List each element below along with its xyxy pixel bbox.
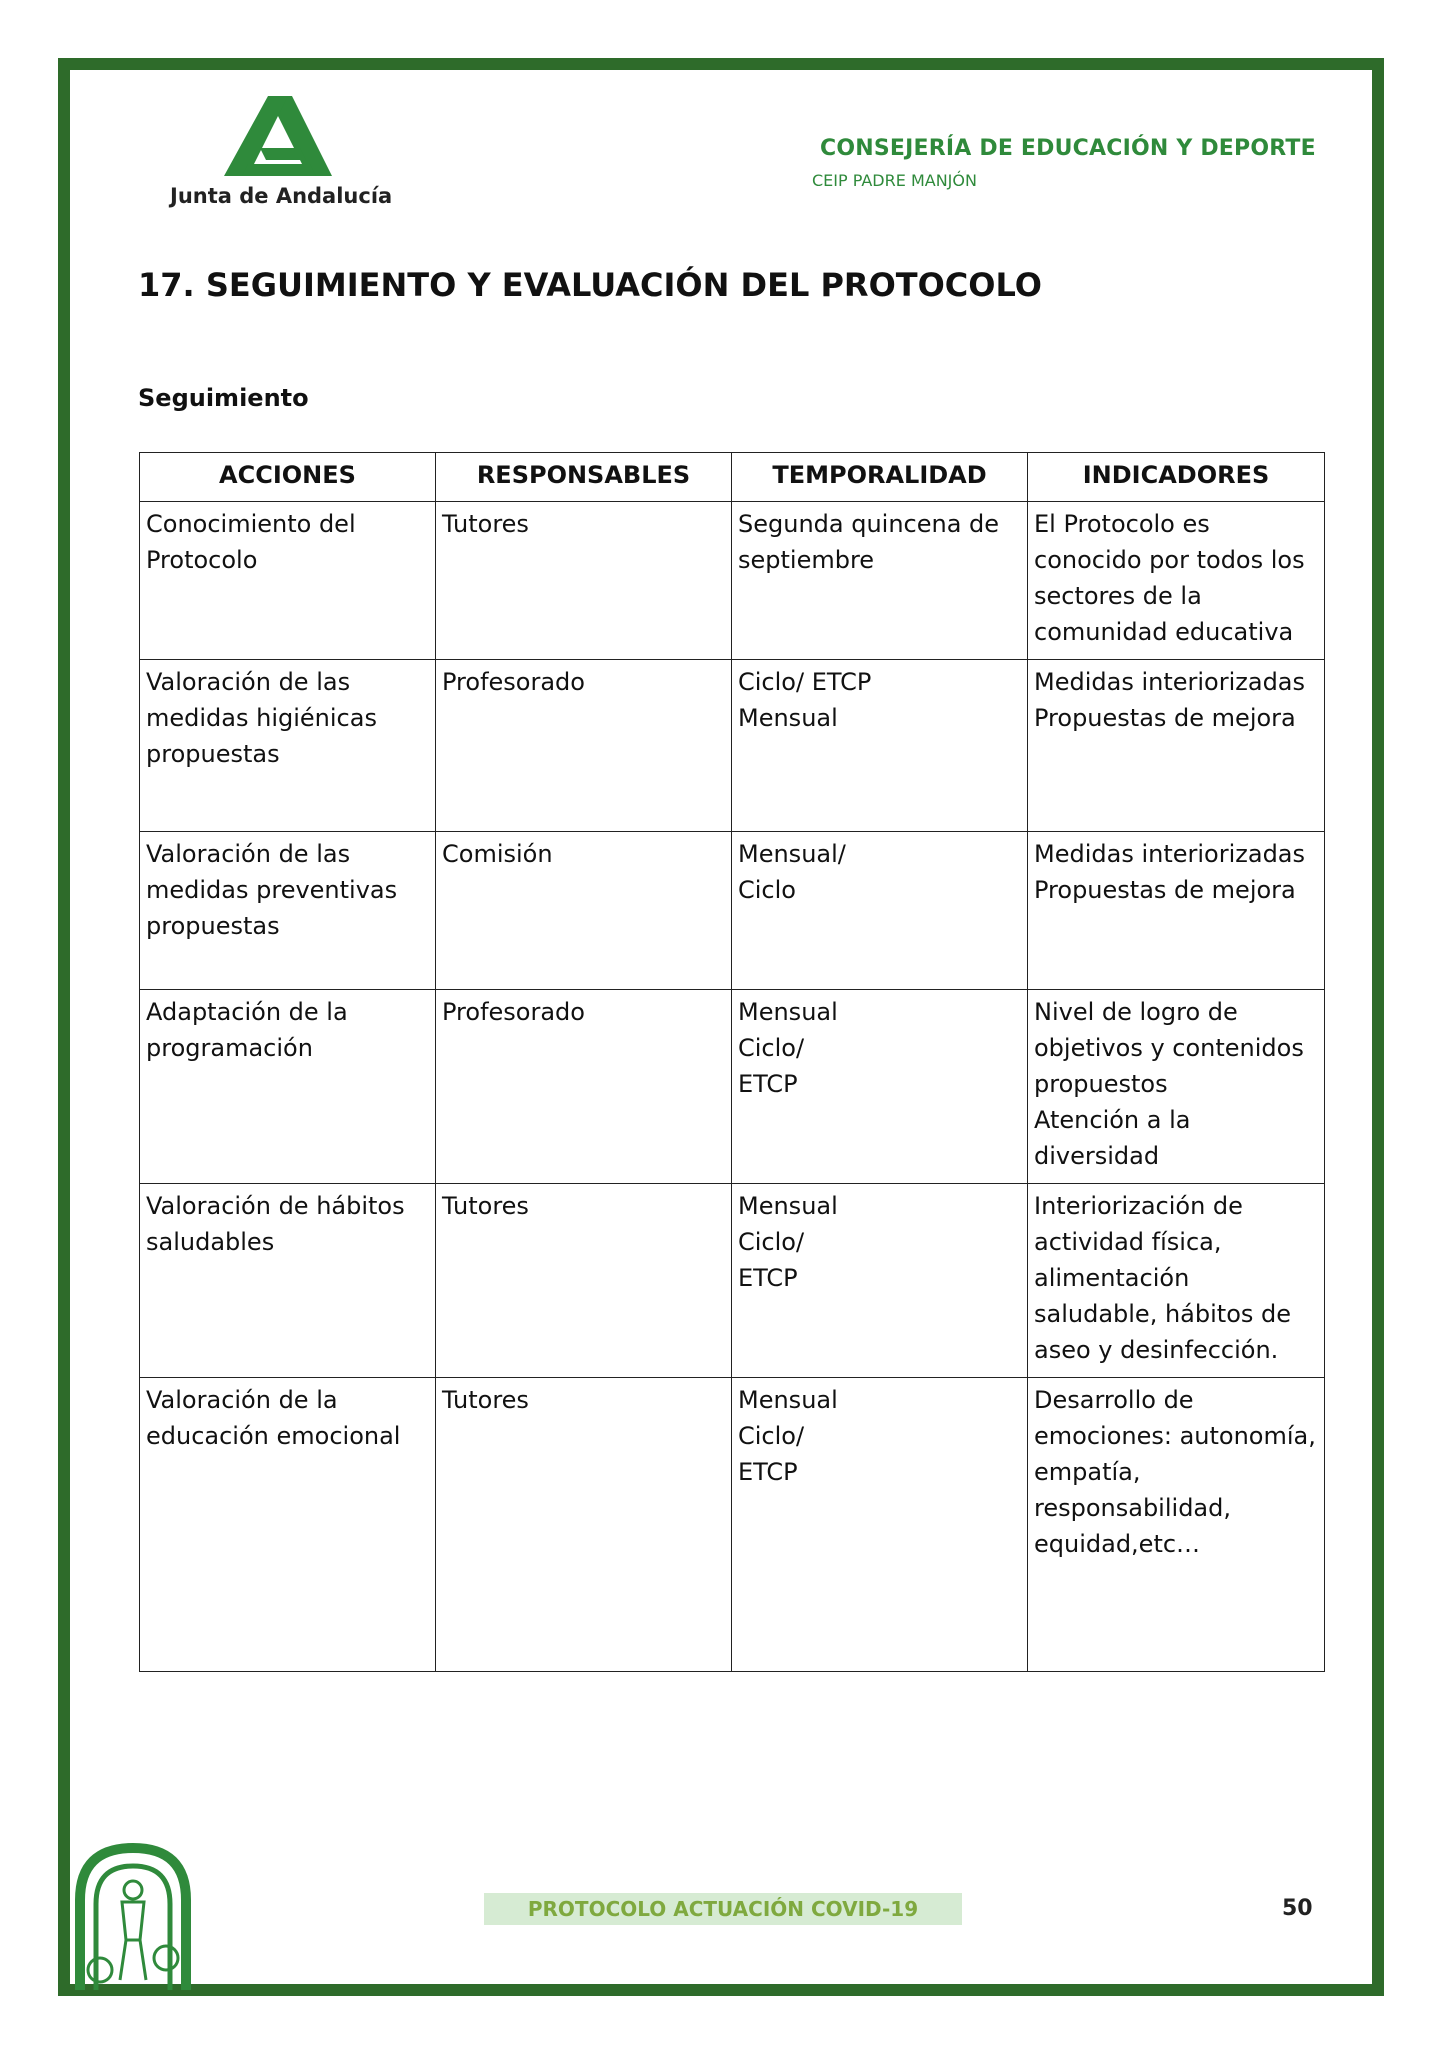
cell-responsable: Profesorado [436, 660, 732, 832]
cell-accion: Valoración de las medidas preventivas propuestas [140, 832, 436, 990]
cell-temporalidad: Mensual/ Ciclo [732, 832, 1028, 990]
cell-accion: Valoración de hábitos saludables [140, 1184, 436, 1378]
page-number: 50 [1282, 1896, 1313, 1921]
logo-caption: Junta de Andalucía [170, 184, 393, 208]
cell-indicador: Nivel de logro de objetivos y contenidos propuestos Atención a la diversidad [1028, 990, 1325, 1184]
cell-temporalidad: Segunda quincena de septiembre [732, 502, 1028, 660]
cell-accion: Conocimiento del Protocolo [140, 502, 436, 660]
cell-temporalidad: Mensual Ciclo/ ETCP [732, 990, 1028, 1184]
table-row [140, 1378, 1325, 1672]
seguimiento-table [139, 452, 1325, 1672]
cell-responsable: Tutores [436, 1378, 732, 1672]
table-row [140, 832, 1325, 990]
cell-temporalidad: Mensual Ciclo/ ETCP [732, 1184, 1028, 1378]
cell-accion: Valoración de las medidas higiénicas propuestas [140, 660, 436, 832]
cell-responsable: Tutores [436, 502, 732, 660]
school-name: CEIP PADRE MANJÓN [812, 171, 977, 190]
header-indicadores: INDICADORES [1028, 453, 1325, 502]
cell-temporalidad: Mensual Ciclo/ ETCP [732, 1378, 1028, 1672]
junta-logo-mark-icon [140, 90, 390, 190]
header-responsables: RESPONSABLES [436, 453, 732, 502]
consejeria-title: CONSEJERÍA DE EDUCACIÓN Y DEPORTE [820, 136, 1316, 161]
cell-responsable: Comisión [436, 832, 732, 990]
header-right [812, 136, 1316, 190]
cell-indicador: El Protocolo es conocido por todos los sectores de la comunidad educativa [1028, 502, 1325, 660]
section-title: 17. SEGUIMIENTO Y EVALUACIÓN DEL PROTOCOLO [138, 266, 1042, 304]
table-row [140, 502, 1325, 660]
cell-responsable: Profesorado [436, 990, 732, 1184]
cell-accion: Valoración de la educación emocional [140, 1378, 436, 1672]
subsection-title: Seguimiento [138, 384, 309, 412]
cell-indicador: Interiorización de actividad física, alimentación saludable, hábitos de aseo y desinfección. [1028, 1184, 1325, 1378]
andalucia-emblem-icon [70, 1840, 196, 1990]
cell-indicador: Medidas interiorizadas Propuestas de mejora [1028, 832, 1325, 990]
cell-indicador: Medidas interiorizadas Propuestas de mejora [1028, 660, 1325, 832]
cell-temporalidad: Ciclo/ ETCP Mensual [732, 660, 1028, 832]
table-header-row [140, 453, 1325, 502]
header-temporalidad: TEMPORALIDAD [732, 453, 1028, 502]
table-row [140, 990, 1325, 1184]
header-acciones: ACCIONES [140, 453, 436, 502]
cell-responsable: Tutores [436, 1184, 732, 1378]
table-row [140, 1184, 1325, 1378]
cell-accion: Adaptación de la programación [140, 990, 436, 1184]
footer-label: PROTOCOLO ACTUACIÓN COVID-19 [527, 1897, 919, 1921]
table-row [140, 660, 1325, 832]
cell-indicador: Desarrollo de emociones: autonomía, empatía, responsabilidad, equidad,etc… [1028, 1378, 1325, 1672]
